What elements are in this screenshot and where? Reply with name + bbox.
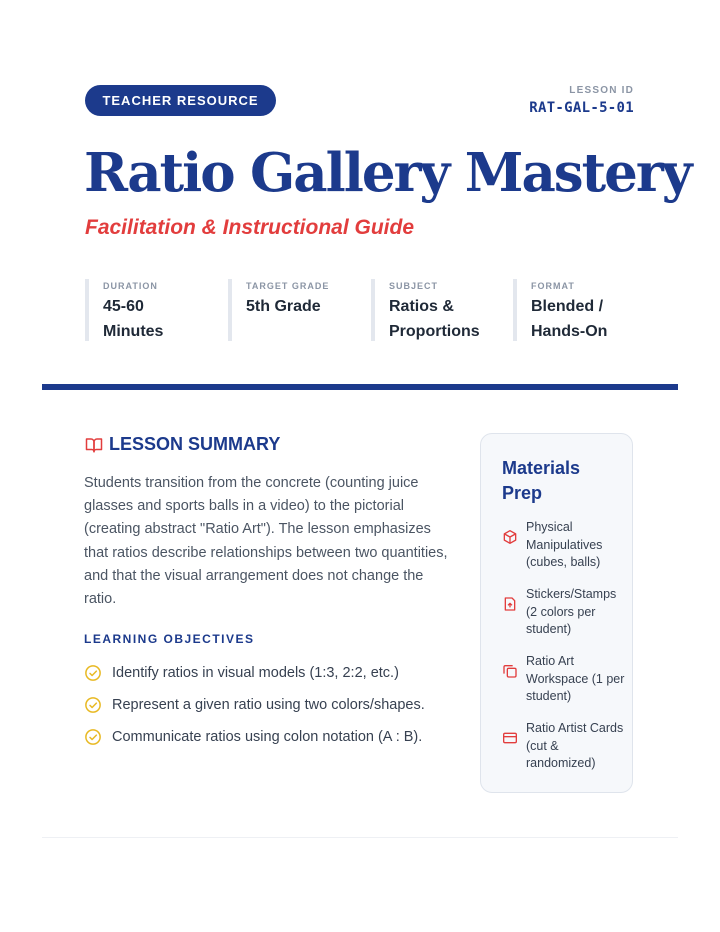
teacher-resource-badge: TEACHER RESOURCE: [85, 85, 276, 116]
check-circle-icon: [84, 664, 102, 682]
objective-item: [84, 662, 464, 684]
sticker-icon: [502, 596, 518, 612]
section-divider: [42, 384, 678, 390]
meta-value-line: Blended /: [531, 298, 604, 315]
check-circle-icon: [84, 728, 102, 746]
cube-icon: [502, 529, 518, 545]
objectives-list: [84, 662, 464, 758]
material-item: [502, 519, 627, 572]
meta-value: [103, 294, 231, 344]
meta-label: TARGET GRADE: [246, 281, 330, 291]
material-item: [502, 720, 627, 773]
meta-label: SUBJECT: [389, 281, 439, 291]
meta-label: FORMAT: [531, 281, 575, 291]
lesson-id-label: LESSON ID: [569, 85, 634, 96]
meta-value-line: 5th Grade: [246, 298, 321, 315]
meta-duration: [85, 279, 231, 341]
lesson-summary-title: LESSON SUMMARY: [109, 434, 281, 454]
material-label: Stickers/Stamps (2 colors per student): [526, 587, 617, 636]
meta-value: [246, 294, 374, 319]
meta-value: [389, 294, 517, 344]
learning-objectives-heading: LEARNING OBJECTIVES: [84, 632, 255, 646]
meta-format: [513, 279, 659, 341]
meta-value-line: Ratios &: [389, 298, 454, 315]
objective-text: Identify ratios in visual models (1:3, 2:2, etc.): [112, 665, 399, 681]
objective-item: [84, 694, 464, 716]
material-item: [502, 653, 627, 706]
meta-subject: [371, 279, 517, 341]
meta-value-line: 45-60: [103, 298, 144, 315]
meta-value: [531, 294, 659, 344]
objective-text: Represent a given ratio using two colors/shapes.: [112, 697, 425, 713]
page-title: Ratio Gallery Mastery: [84, 142, 691, 204]
footer-divider: [42, 837, 678, 838]
copy-icon: [502, 663, 518, 679]
check-circle-icon: [84, 696, 102, 714]
material-label: Physical Manipulatives (cubes, balls): [526, 520, 603, 569]
objective-text: Communicate ratios using colon notation (A : B).: [112, 729, 423, 745]
meta-value-line: Proportions: [389, 323, 480, 340]
material-item: [502, 586, 627, 639]
meta-label: DURATION: [103, 281, 158, 291]
page-subtitle: Facilitation & Instructional Guide: [85, 216, 415, 239]
meta-value-line: Hands-On: [531, 323, 608, 340]
objective-item: [84, 726, 464, 748]
meta-value-line: Minutes: [103, 323, 164, 340]
meta-target-grade: [228, 279, 374, 341]
material-label: Ratio Art Workspace (1 per student): [526, 654, 625, 703]
material-label: Ratio Artist Cards (cut & randomized): [526, 721, 624, 770]
materials-prep-title: Materials Prep: [502, 458, 581, 503]
lesson-id: RAT-GAL-5-01: [529, 100, 634, 116]
lesson-summary-heading: [85, 434, 280, 455]
materials-prep-card: [480, 433, 633, 793]
lesson-summary-text: Students transition from the concrete (counting juice glasses and sports balls in a video) to the pictorial (creating abstract "Ratio Art"). The lesson emphasizes that ratios describe relationships between two quantities, and that the visual arrangement does not change the ratio.: [84, 475, 448, 608]
book-open-icon: [85, 436, 103, 454]
card-icon: [502, 730, 518, 746]
